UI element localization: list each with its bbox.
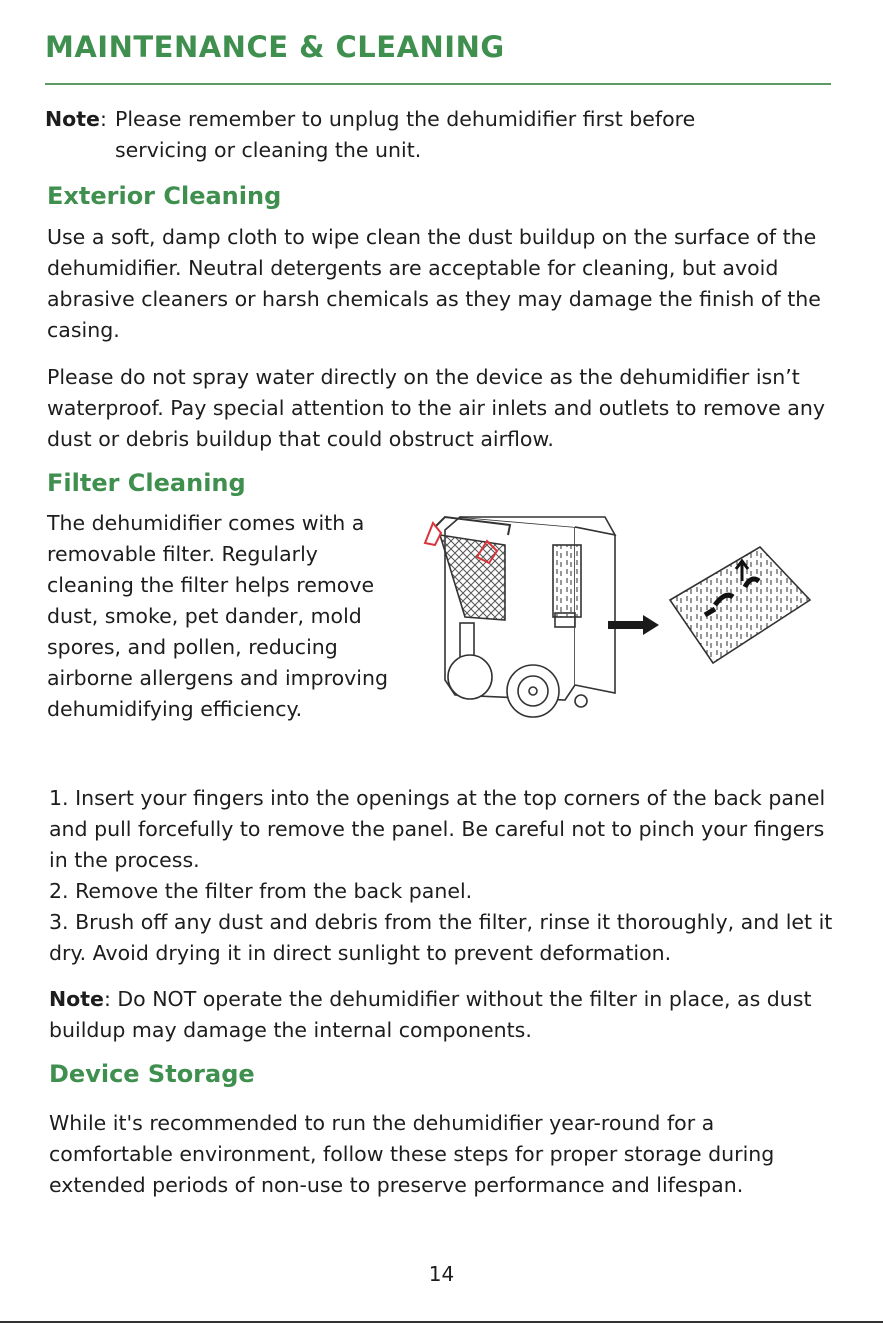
footer-divider bbox=[0, 1321, 883, 1323]
hand-left-icon bbox=[425, 523, 441, 545]
filter-sheet-illustration bbox=[670, 547, 810, 663]
note-label: Note bbox=[49, 987, 104, 1011]
note-label: Note bbox=[45, 107, 100, 131]
title-divider bbox=[45, 83, 831, 85]
note-line-2: servicing or cleaning the unit. bbox=[115, 138, 422, 162]
note-unplug: Note: Please remember to unplug the dehumidifier first before servicing or cleaning the unit. bbox=[45, 104, 835, 166]
list-item: 1. Insert your fingers into the openings at the top corners of the back panel and pull forcefully to remove the panel. Be careful not to pinch your fingers in the process. bbox=[49, 786, 826, 872]
filter-heading: Filter Cleaning bbox=[47, 469, 246, 497]
exterior-para-2: Please do not spray water directly on the device as the dehumidifier isn’t waterproof. Pay special attention to the air inlets and outlets to remove any dust or debris buildup that could obstruct airflow. bbox=[47, 365, 825, 451]
note-filter: Note: Do NOT operate the dehumidifier without the filter in place, as dust buildup may damage the internal components. bbox=[49, 987, 812, 1042]
filter-steps bbox=[49, 783, 839, 969]
page-title: MAINTENANCE & CLEANING bbox=[45, 30, 505, 64]
exterior-heading: Exterior Cleaning bbox=[47, 182, 282, 210]
list-item: 2. Remove the filter from the back panel. bbox=[49, 879, 473, 903]
filter-para: The dehumidifier comes with a removable filter. Regularly cleaning the filter helps remove dust, smoke, pet dander, mold spores, and pollen, reducing airborne allergens and improving dehumidifying efficiency. bbox=[47, 511, 388, 721]
note-line-1: Please remember to unplug the dehumidifier first before bbox=[115, 107, 696, 131]
list-item: 3. Brush off any dust and debris from the filter, rinse it thoroughly, and let it dry. Avoid drying it in direct sunlight to prevent deformation. bbox=[49, 910, 833, 965]
storage-para: While it's recommended to run the dehumidifier year-round for a comfortable environment, follow these steps for proper storage during extended periods of non-use to preserve performance and lifespan. bbox=[49, 1111, 775, 1197]
dehumidifier-illustration bbox=[435, 517, 615, 717]
filter-illustration bbox=[415, 505, 815, 725]
exterior-para-1: Use a soft, damp cloth to wipe clean the dust buildup on the surface of the dehumidifier. Neutral detergents are acceptable for cleaning, but avoid abrasive cleaners or harsh chemicals as they may damage the finish of the casing. bbox=[47, 225, 821, 342]
storage-heading: Device Storage bbox=[49, 1060, 255, 1088]
page-number: 14 bbox=[428, 1262, 455, 1286]
